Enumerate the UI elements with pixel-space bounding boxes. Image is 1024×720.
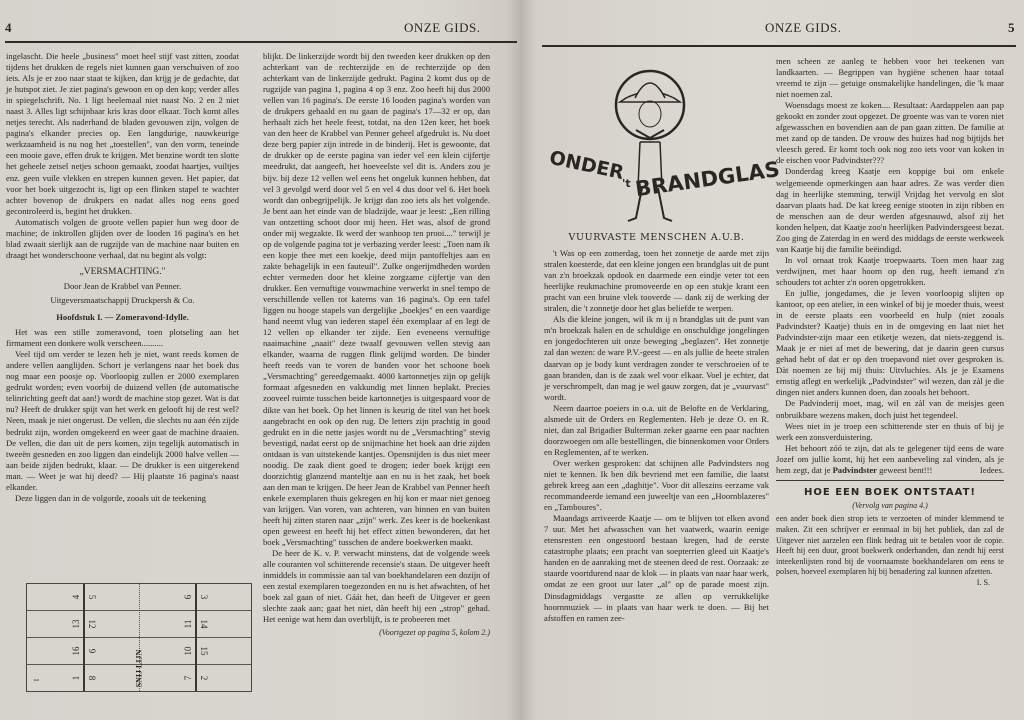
continued-note: (Voortgezet op pagina 5, kolom 2.) — [379, 628, 490, 638]
chapter-heading: Hoofdstuk I. — Zomeravond-Idylle. — [56, 312, 189, 323]
signature: Iedees. — [979, 464, 1004, 475]
paragraph: Het was een stille zomeravond, toen plotseling aan het firmament een donkere wolk verscheen.......... — [6, 327, 239, 349]
running-head: ONZE GIDS. — [404, 20, 481, 35]
page-num: 6 — [183, 594, 193, 600]
page-num: 7 — [183, 675, 193, 681]
logo-text: ONDER — [547, 146, 626, 185]
page-num: 13 — [71, 619, 81, 629]
right-column-1 — [544, 232, 769, 624]
corner-mark: 1 — [32, 678, 40, 682]
page-num: 12 — [87, 619, 97, 629]
fold-line — [83, 584, 85, 691]
section-text: een ander boek dien strop iets te verzoeten of minder klemmend te maken. Zit een schrijver er eenmaal in bij het publiek, dan zal de Uitgever niet aarzelen een flink bedrag uit te betalen voor de copie. Heeft hij een duur, groot boekwerk onderhanden, dan zendt hij eerst inteekenlijsten rond bij de voornaamste boekhandelaren om eens te polsen, hoeveel exemplaren hij bij benadering zal kunnen afzetten. I. S. — [776, 514, 1004, 587]
header-rule — [5, 41, 517, 43]
paragraph: 't Was op een zomerdag, toen het zonnetje de aarde met zijn stralen koesterde, dat een kleine jongen een brandglas uit de punt van z'n broekzak opdook en daarmede een eindje veter tot een heerlijke reukmachine promoveerde en op een stukje krant een pracht van een bruine vlek tooverde — dank zij de werking der stralen, die 't zonnetje door het glas beliefde te werpen. — [544, 248, 769, 314]
running-head: ONZE GIDS. — [765, 20, 842, 35]
magnifier-lens-icon — [616, 71, 684, 139]
left-column-2 — [263, 51, 490, 638]
paragraph: men scheen ze aanleg te hebben voor het teekenen van landkaarten. — Begrippen van hygiëne schenen haar totaal vreemd te zijn — getuige onsmakelijke handelingen, die 'k maar niet noemen zal. — [776, 56, 1004, 100]
page-num: 9 — [87, 648, 97, 654]
page-num: 3 — [199, 594, 209, 600]
paragraph: De heer de K. v. P. verwacht minstens, dat de volgende week alle couranten vol schitterende recensie's staan. De uitgever heeft inmiddels in commissie aan tal van boekhandelaren een dozijn of een zestal exemplaren toegezonden en nu is het afwachten, of het boek zal gaan of niet. Gáát het, dan heeft de Uitgever er geen slechte zaak aan; gaat het niet, dàn heeft hij een „strop" gehad. Het eenige wat hem dan overblijft, is te probeeren met — [263, 548, 490, 625]
story-author: Door Jean de Krabbel van Penner. — [63, 280, 182, 291]
emphasis: Padvindster — [832, 464, 877, 475]
paragraph: Neem daartoe poeiers in o.a. uit de Belofte en de Verklaring, alsmede uit de Orders en Reglementen. Heb je deze O. en R. niet, dan zal Brigadier Bulterman zeker gaarne een paar nachten doorzwoegen om alle bestellingen, die binnenkomen voor Orders en Reglementen, af te werken. — [544, 402, 769, 457]
left-column-1 — [6, 51, 239, 504]
section-heading: HOE EEN BOEK ONTSTAAT! — [804, 487, 976, 499]
page-num: 1 — [71, 675, 81, 681]
paragraph: Woensdags moest ze koken.... Resultaat: Aardappelen aan pap gekookt en zonder zout opgezet. De groente was van te voren niet afgewasschen en bovendien aan de pan gaan zitten. De familie at met zand op de tanden. De vrouw des huizes had nog bijtijds het vleesch gered. Er komt toch ook nog zoo iets voor van koken in de eischen voor Padvindster??? — [776, 100, 1004, 166]
right-column-2 — [776, 56, 1004, 589]
paragraph: Wees niet in je troep een schitterende ster en thuis of bij je werk een zonsverduistering. — [776, 420, 1004, 442]
paragraph: Donderdag kreeg Kaatje een koppige bui om enkele welgemeende opmerkingen aan haar adres. Ze was verder dien dag in heerlijke stemming, terwijl Vrijdag het vervolg en slot daarvan plaats had. De kat kreeg eenige stooten in zijn ribben en de menschen aan de deur werden afgesnauwd, alsof zij het konden helpen, dat Kaatje zoo'n heerlijken Padvindersgeest bezat. Zoo ging de Zaterdag in en werd des middags de eerste werkweek van Kaatje bij die familie beëindigd. — [776, 166, 1004, 254]
svg-text:'t: 't — [622, 177, 631, 190]
page-layout-diagram — [26, 583, 252, 692]
header-rule — [542, 45, 1016, 47]
paragraph: Over werken gesproken: dat schijnen alle Padvindsters nog niet te kennen. Ik ben dik bevriend met een familie, die laatst gebrek kreeg aan een „daghitje". Voor dit alleszins eerzame vak recommandeerde iemand een juweeltje van een „Hoornblazeres" en „Tamboures". — [544, 457, 769, 513]
page-num: 4 — [71, 594, 81, 600]
paragraph: Als die kleine jongen, wil ik m ij n brandglas uit de punt van m'n broekzak halen en de schuldige en onschuldige jongelingen en jongedochteren uit onze beweging „beglazen". Het zonnetje zal dan wezen: de ware P.V.-geest — en als jullie de heete stralen daarvan op je body kunt verdragen zonder te verschroeien of te gaan branden, dan is de zaak wel voor elkaar. Voel je echter, dat je verschrompelt, dan mag je wel gauw zorgen, dat je „vuurvast" wordt. — [544, 314, 769, 402]
right-page — [522, 0, 1024, 720]
paragraph: Veel tijd om verder te lezen heb je niet, want reeds komen de andere vellen aanglijden. Schort je verlangens naar het boek dus nog maar een poosje op. Voorloopig zullen er 2000 exemplaren gedrukt worden; even voorbij de duizend vellen (de automatische telinrichting geeft dat aan!) wordt de machine stop gezet. Wat is dat nu? Heeft de drukker spijt van het werk en gelooft hij de rest wel? Neen, maak je niet ongerust. De vellen, die slechts nu aan één zijde bedrukt zijn, worden omgekeerd en weer gaat de machine draaien. De vellen, die dan uit de pers komen, zijn tegelijk automatisch in tweeën gesneden en zoo liggen dan eindelijk 2000 halve vellen — aan beide zijden bedrukt, klaar. — De drukker is een uitgerekend man. — Weet je wat hij deed? — Hij plaatste 16 pagina's naast elkander. — [6, 349, 239, 492]
article-heading: VUURVASTE MENSCHEN A.U.B. — [568, 232, 745, 243]
page-number: 5 — [1008, 20, 1015, 35]
svg-text:BRANDGLAS: BRANDGLAS — [633, 157, 782, 202]
page-num: 5 — [87, 594, 97, 600]
paragraph: Deze liggen dan in de volgorde, zooals uit de teekening — [15, 492, 206, 503]
page-number: 4 — [5, 20, 12, 35]
section-rule — [776, 480, 1004, 482]
page-num: 14 — [199, 619, 209, 629]
paragraph: En jullie, jongedames, die je leven voorloopig slijten op kantoor, op een atelier, in een winkel of bij je moeder thuis, weest in de eerste plaats een voorbeeld en hulp (niet zooals Padvindster? Kaatje) thuis en in de omgeving en laat niet het Padvindster-zijn maar een etiketje wezen, dat niets-zeggend is. Maak je er niet af met de bewering, dat je daarin geen cursus gehad hebt of dat er op den troepavond niet over gesproken is. Dàt noemen ze bij mij thuis: Uitvluchies. Als je je Examens ernstig aflegt en werkelijk „Padvindster" wil wezen, dan zàl je die dingen niet anders kunnen doen, dan zooals het behoort. — [776, 287, 1004, 398]
page-num: 10 — [183, 646, 193, 656]
page-num: 11 — [183, 619, 193, 629]
section-subheading: (Vervolg van pagina 4.) — [852, 501, 928, 511]
fold-line — [195, 584, 197, 691]
paragraph: Maandags arriveerde Kaatje — om te blijven tot elken avond 7 uur. Met het afwasschen van het vaatwerk, waarin eenige etensresten een ongestoord bestaan kregen, had de eerste catastrophe plaats; een pracht van soepterrien gleed uit Kaatje's handen en de aanraking met de steenen deed de rest. Oorzaak: ze staarde voortdurend naar de klok — in plaats van naar haar werk, omdat ze een groot uur later „al" op de parade moest zijn. Dinsdagmiddags vergastte ze allen op verrukkelijke hoornmuziek — in plaats van haar werk te doen. — Bij het afstoffen en ramen zee- — [544, 513, 769, 623]
story-publisher: Uitgeversmaatschappij Druckpersh & Co. — [50, 294, 195, 305]
paragraph: Het behoort zóó te zijn, dat als te gelegener tijd eens de ware Jozef om jullie komt, hij het een aanbeveling zal vinden, als je hem zegt, dat je Padvindster geweest bent!!! Iedees. — [776, 442, 1004, 475]
page-num: 15 — [199, 646, 209, 656]
page-num: 16 — [71, 646, 81, 656]
story-title: „VERSMACHTING." — [79, 266, 166, 277]
paragraph: Automatisch volgen de groote vellen papier hun weg door de machine; de inktrollen glijden over de looden 16 pagina's en het blad zwaait sierlijk aan de rugzijde van de machine naar buiten en draagt het wonderschoone verhaal, dat nu begint als volgt: — [6, 216, 239, 260]
paragraph: blijkt. De linkerzijde wordt bij den tweeden keer drukken op den achterkant van de rechterzijde en de rechterzijde op den achterkant van de linkerzijde gedrukt. Pagina 2 komt dus op de rugzijde van pagina 1, pagina 4 op 3 enz. Zoo heeft hij dus 2000 vellen van 16 pagina's. De eerste 16 looden pagina's worden van de drukpers gehaald en nu gaan de pagina's 17—32 er op, dan herhaalt zich het heele feest, totdat, na den 12en keer, het boek van den heer de Krabbel van Penner geheel afgedrukt is. Nu doet deze berg papier zijn intrede in de binderij. Het is gewoonte, dat de drukker op de eerste pagina van ieder vel een klein cijfertje meedrukt, dat aangeeft, het hoeveelste vel dit is. Anders zou je bijv. bij deze 12 vellen wel eens het ongeluk kunnen hebben, dat vel 3 gevolgd werd door vel 5 en vel 4 dus door vel 6. Het boek wordt dan onbegrijpelijk. Je krijgt dan zoo iets als het volgende. Je bent aan het einde van de bladzijde, waar je leest: „Een rilling van ontzetting schoot door mij heen. Het was, alsof de grond onder mij wegzakte. Ik werd der wanhoop ten prooi...." terwijl je op de volgende pagina tot je verbazing verder leest: „Toen nam ik een kopje thee met een koekje, deed mijn pantoffeltjes aan en zakte behagelijk in een fauteuil". Zulke ongerijmdheden worden echter vermeden door het kleine zorgzame cijfertje van den drukker. Een vernuftige vouwmachine verwerkt in snel tempo de verschillende vellen tot katerns van 16 pagina's. Op een tafel liggen nu hooge stapels van dergelijke „boekjes" en een vaardige hand neemt vlug van iederen stapel één exemplaar af en legt de 12 vellen op elkander ter zijde. Een eveneens vernuftige naaimachine „naait" deze twaalf gevouwen vellen stevig aan elkander, waarna de ruggen flink gelijmd worden. De binder heeft reeds van te voren de banden voor het schoone boek „Versmachting" gereedgemaakt. 4000 kartonnetjes zijn op gelijk formaat afgesneden en vakkundig met linnen beplakt. Precies zooveel ruimte tusschen beide kartonnetjes is uitgespaard voor de dikte van het boek. Op het linnen is keurig de titel van het boek aangebracht en ook op den rug. De letters zijn prachtig in goud gedrukt en in die nette jasjes wordt nu de „Versmachting" stevig bevestigd, nadat eerst op de snijmachine het boek aan drie zijden ontdaan is van uitstekende kantjes. Opensnijden is dus niet meer noodig. De zaak dient goed te drogen; ieder boek krijgt een doorzichtig glanzend manteltje aan en nu is het zaak, het boek aan den man te krijgen. De heer Jean de Krabbel van Penner heeft enkele exemplaren thuis gekregen en hij kon er maar niet genoeg van krijgen. Van voren, van achteren, van binnen en van buiten heeft hij zitten staren naar „zijn" werk. Zes keer is de boekenkast open geweest en heeft hij het effect zitten bewonderen, dat het boek „Versmachting" tusschen de andere boekwerken maakt. — [263, 51, 490, 548]
cut-line-label: SNIJ LIJN — [134, 649, 144, 688]
paragraph: In vol ornaat trok Kaatje troepwaarts. Toen men haar zag verdwijnen, met haar hoorn op den rug, heeft iemand z'n schouders tot achter z'n ooren opgetrokken. — [776, 254, 1004, 287]
onder-t-brandglas-logo — [540, 58, 782, 228]
signature: I. S. — [976, 577, 990, 587]
page-num: 8 — [87, 675, 97, 681]
paragraph: ingelascht. Die heele „business" moet heel stijf vast zitten, zoodat tijdens het drukken de regels niet kunnen gaan verschuiven of zoo iets. Als je er zoo naar staat te kijken, dan krijg je de gedachte, dat je hutspot ziet. Je ziet pagina's gewoon en op den kop; verder alles in spiegelschrift. No. 1 ligt heelemaal niet naast No. 2 en 2 niet naast 3. Alles ligt schijnbaar kris kras door elkaar. Toch komt alles netjes terecht. Als naderhand de bladen gevouwen zijn, volgen de pagina's elkander precies op. Een langdurige, nauwkeurige werkzaamheid is nu nog het „toestellen", van den vorm, teneinde een mooie gave, effen druk te krijgen. Met benzine wordt ten slotte het geheele zetsel netjes schoon gemaakt, zoodat haartjes, vuiltjes enz. geen vuile vlekken en strepen kunnen geven. Het papier, dat voor het boek uitgezocht is, ligt op een flinken stapel te wachter achter bovenop de drukpers en nadat alles nog eens goed gecontroleerd is, begint het drukken. — [6, 51, 239, 216]
paragraph: De Padvinderij moet, mag, wil en zàl van de meisjes geen onbruikbare wezens maken, doch juist het tegendeel. — [776, 398, 1004, 420]
page-num: 2 — [199, 675, 209, 681]
